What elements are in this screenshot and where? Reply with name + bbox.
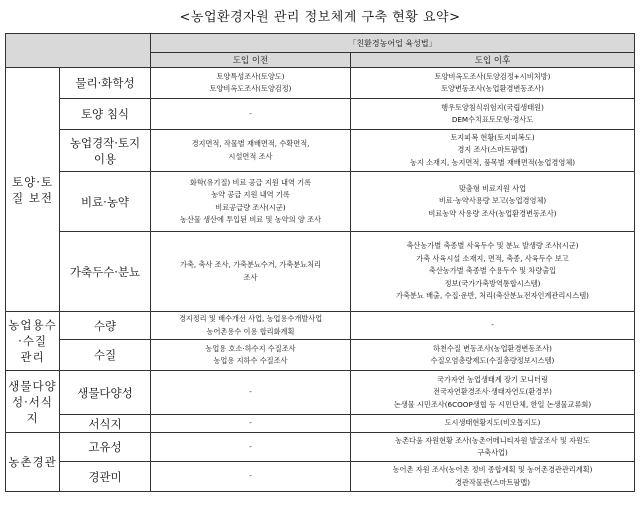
cell-line: 농약 공급 지원 내역 기록 (211, 190, 290, 199)
cell-line: 하천수질 변동조사(농업환경변동조사) (433, 343, 552, 353)
cell-line: 가축, 축사 조사, 가축분뇨수거, 가축분뇨처리 (180, 260, 321, 269)
cell-line: 축산농가별 축종별 수용두수 및 차량출입 (428, 266, 557, 276)
before-cell (151, 130, 351, 172)
header-before-cell: 도입 이전 (151, 53, 351, 68)
before-cell (151, 415, 351, 433)
subcategory-cell: 물리·화학성 (60, 68, 151, 99)
page-title: <농업환경자원 관리 정보체계 구축 현황 요약> (179, 10, 461, 25)
table-row (6, 415, 635, 433)
cell-line: 맞춤형 비료지원 사업 (458, 183, 527, 193)
table-row (6, 312, 635, 340)
cell-line: 토양특성조사(토양도) (216, 71, 285, 81)
cell-line: 비료·농약사용량 보고(농업경영체) (438, 196, 547, 206)
cell-line: 국가자연 농업생태계 장기 모니터링 (437, 374, 549, 384)
cell-line: 토양비옥도조사(토양검정+시비처방) (434, 71, 551, 81)
category-cell: 생물다양 성·서식 지 (6, 371, 60, 433)
before-cell (151, 371, 351, 415)
after-cell (351, 340, 635, 371)
cell-line: - (249, 387, 252, 397)
category-cell: 농촌경관 (6, 433, 60, 492)
subcategory-cell: 수량 (60, 312, 151, 340)
table-row (6, 232, 635, 312)
after-cell (351, 172, 635, 232)
after-cell (351, 68, 635, 99)
subcategory-cell: 가축두수·분뇨 (60, 232, 151, 312)
cell-line: 토양비옥도조사(토양검정) (209, 84, 292, 93)
cell-line: 비료공급량 조사(시군) (215, 202, 286, 212)
cell-line: 수질오염총량제도(수질총량정보시스템) (430, 356, 555, 365)
subcategory-cell: 수질 (60, 340, 151, 371)
cell-line: DEM수치표토모형-경사도 (451, 115, 534, 124)
cell-line: 농어촌용수 이용 합리화계획 (206, 326, 295, 336)
cell-line: 토양변동조사(농업환경변동조사) (441, 84, 544, 93)
cell-line: 가축분뇨 배출, 수집·운반, 처리(축산분뇨전자인계관리시스템) (396, 291, 589, 301)
cell-line: - (491, 320, 494, 330)
subcategory-cell: 생물다양성 (60, 371, 151, 415)
table-row (6, 433, 635, 462)
cell-line: 도시생태현황지도(비오톱지도) (444, 418, 541, 428)
cell-line: 경지면적, 작물별 재배면적, 수확면적, (191, 139, 310, 148)
cell-line: 논생물 시민조사(6COOP생협 등 시민단체, 한일 논생물교류회) (393, 399, 592, 409)
cell-line: 전국자연환경조사·생태자연도(환경부) (433, 387, 552, 397)
after-cell (351, 371, 635, 415)
cell-line: - (249, 108, 252, 118)
header-group-cell: 「친환경농어업 육성법」 (151, 34, 635, 53)
cell-line: 경지정리 및 배수개선 사업, 농업용수개발사업 (178, 314, 323, 323)
cell-line: 조사 (243, 272, 258, 282)
before-cell (151, 99, 351, 130)
after-cell (351, 130, 635, 172)
cell-line: 행우토양침식위험지(국립생태원) (441, 102, 544, 112)
category-cell: 토양·토질 보전 (6, 68, 60, 312)
cell-line: 토지피복 현황(토지피복도) (450, 132, 535, 142)
table-row (6, 371, 635, 415)
before-cell (151, 433, 351, 462)
summary-table (5, 33, 635, 492)
cell-line: 화학(유기질) 비료 공급 지원 내역 기록 (189, 177, 312, 187)
category-cell: 농업용수 ·수질 관리 (6, 312, 60, 371)
subcategory-cell: 농업경작·토지 이용 (60, 130, 151, 172)
before-cell (151, 312, 351, 340)
cell-line: 경관작물관(스마트팜맵) (454, 477, 531, 487)
header-blank-cell (6, 34, 151, 68)
cell-line: 농업용 지하수 수질조사 (213, 356, 288, 365)
before-cell (151, 462, 351, 492)
cell-line: 축산농가별 축종별 사육두수 및 분뇨 발생량 조사(시군) (406, 241, 579, 251)
cell-line: - (249, 441, 252, 451)
cell-line: 농업용 호소·하수지 수질조사 (205, 343, 296, 353)
cell-line: 농촌다움 자원현황 조사(농촌어메니티자원 발굴조사 및 자원도 (395, 435, 590, 445)
cell-line: 농지 소재지, 농지면적, 품목별 재배면적(농업경영체) (409, 157, 576, 167)
before-cell (151, 68, 351, 99)
cell-line: 가축 사육시설 소재지, 면적, 축종, 사육두수 보고 (416, 253, 569, 263)
table-row (6, 99, 635, 130)
after-cell (351, 99, 635, 130)
after-cell (351, 312, 635, 340)
header-row-1 (6, 34, 635, 53)
before-cell (151, 232, 351, 312)
cell-line: 경지 조사(스마트팜맵) (457, 145, 528, 155)
cell-line: 시설면적 조사 (228, 151, 273, 161)
cell-line: 정보(국가가축방역통합시스템) (444, 278, 541, 288)
table-row (6, 462, 635, 492)
cell-line: 구축사업) (477, 448, 508, 457)
after-cell (351, 415, 635, 433)
cell-line: - (249, 471, 252, 481)
before-cell (151, 172, 351, 232)
subcategory-cell: 토양 침식 (60, 99, 151, 130)
subcategory-cell: 경관미 (60, 462, 151, 492)
after-cell (351, 462, 635, 492)
table-row (6, 340, 635, 371)
table-row (6, 172, 635, 232)
after-cell (351, 232, 635, 312)
header-after-cell: 도입 이후 (351, 53, 635, 68)
cell-line: 농어촌 자원 조사(농어촌 정비 종합계획 및 농어촌경관관리계획) (392, 465, 593, 474)
before-cell (151, 340, 351, 371)
cell-line: - (249, 418, 252, 428)
table-row (6, 130, 635, 172)
after-cell (351, 433, 635, 462)
subcategory-cell: 서식지 (60, 415, 151, 433)
table-row (6, 68, 635, 99)
subcategory-cell: 비료·농약 (60, 172, 151, 232)
cell-line: 농산물 생산에 투입된 비료 및 농약의 양 조사 (180, 215, 321, 224)
subcategory-cell: 고유성 (60, 433, 151, 462)
cell-line: 비료농약 사용량 조사(농업환경변동조사) (428, 208, 557, 218)
